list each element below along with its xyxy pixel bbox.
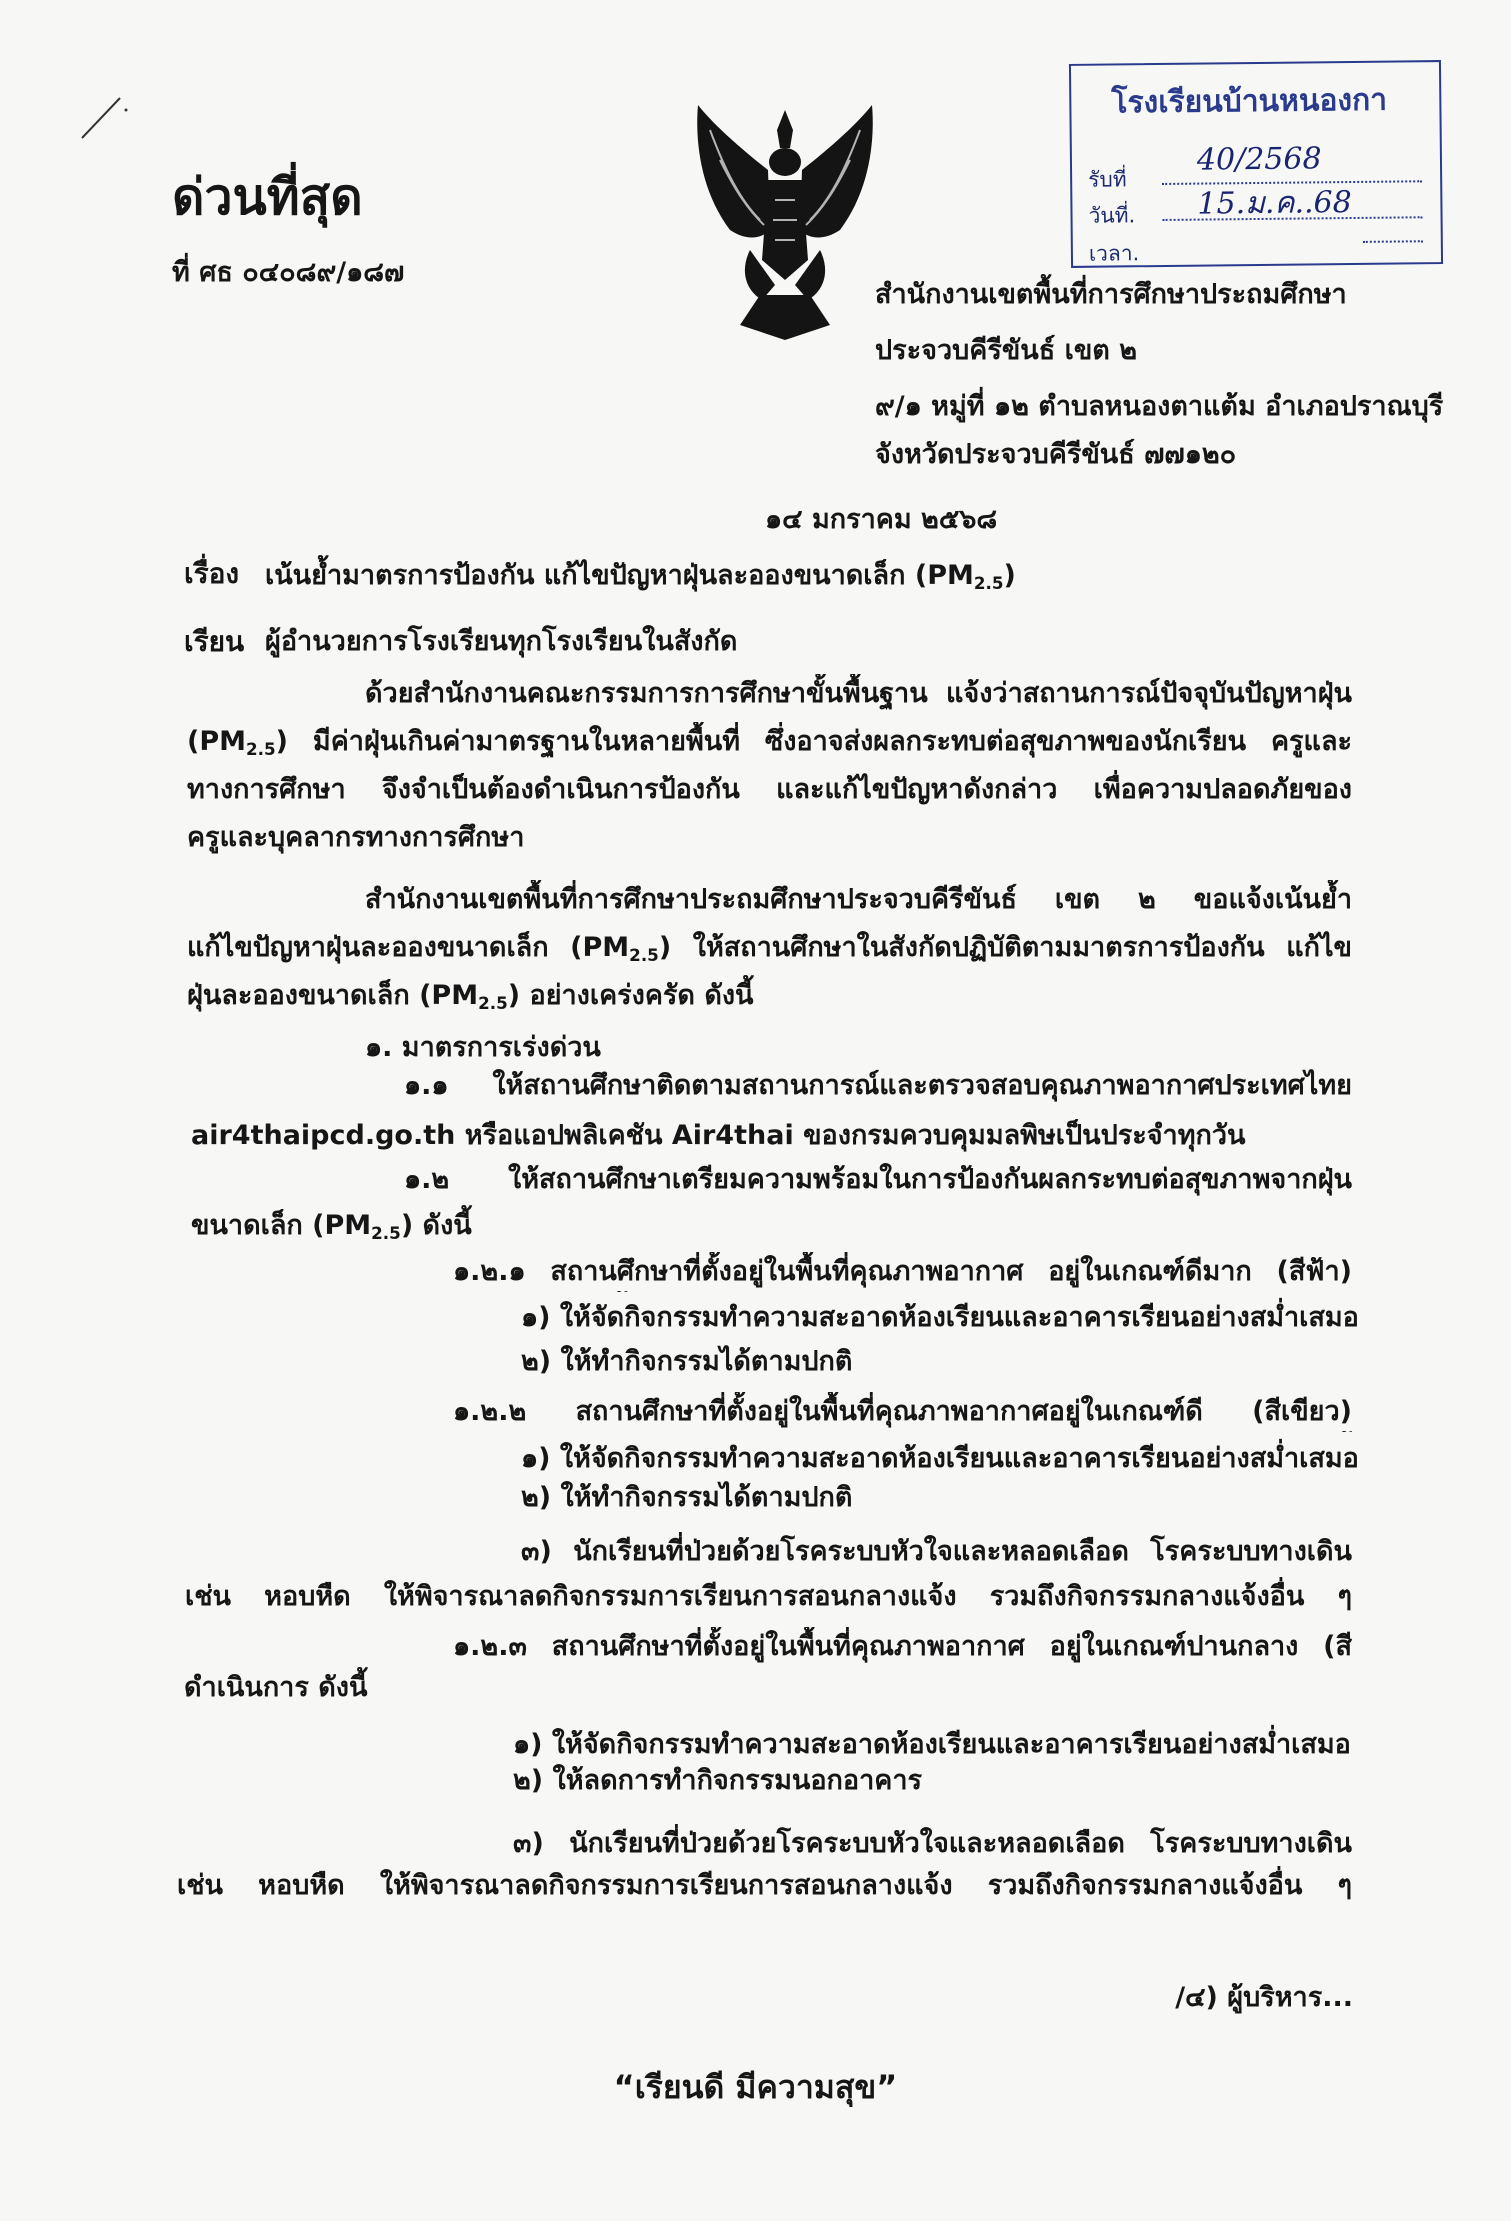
recipient-label: เรียน	[184, 625, 245, 658]
body-line: ขนาดเล็ก $(PM_{2.5})$ ดังนี้	[191, 1210, 472, 1244]
stamp-time-label: เวลา.	[1088, 241, 1140, 266]
body-line: ๑.๒.๑ สถานศึกษาที่ตั้งอยู่ในพื้นที่คุณภาพอากาศ อยู่ในเกณฑ์ดีมาก (สีฟ้า)	[453, 1256, 1352, 1287]
stamp-date-label: วันที่.	[1088, 203, 1136, 228]
recipient-text: ผู้อำนวยการโรงเรียนทุกโรงเรียนในสังกัด	[265, 626, 738, 657]
body-line: ๒) ให้ทำกิจกรรมได้ตามปกติ	[521, 1346, 853, 1377]
body-line: ๑) ให้จัดกิจกรรมทำความสะอาดห้องเรียนและอาคารเรียนอย่างสม่ำเสมอ	[513, 1729, 1351, 1760]
body-line: ๑) ให้จัดกิจกรรมทำความสะอาดห้องเรียนและอาคารเรียนอย่างสม่ำเสมอ	[521, 1302, 1359, 1333]
body-line: ครูและบุคลากรทางการศึกษา	[187, 822, 525, 853]
office-line: สำนักงานเขตพื้นที่การศึกษาประถมศึกษา	[875, 279, 1347, 310]
body-line: ๒) ให้ลดการทำกิจกรรมนอกอาคาร	[513, 1765, 923, 1796]
urgency-label: ด่วนที่สุด	[172, 168, 363, 226]
office-line: จังหวัดประจวบคีรีขันธ์ ๗๗๑๒๐	[875, 439, 1237, 470]
body-line: air4thaipcd.go.th หรือแอปพลิเคชัน Air4thai ของกรมควบคุมมลพิษเป็นประจำทุกวัน	[191, 1120, 1246, 1151]
pen-mark-icon	[80, 92, 130, 142]
body-line: ๓) นักเรียนที่ป่วยด้วยโรคระบบหัวใจและหลอดเลือด โรคระบบทางเดิน	[521, 1536, 1352, 1567]
body-line: ๓) นักเรียนที่ป่วยด้วยโรคระบบหัวใจและหลอดเลือด โรคระบบทางเดิน	[513, 1828, 1352, 1859]
stamp-school-name: โรงเรียนบ้านหนองกา	[1111, 82, 1388, 121]
body-line: ๑.๒.๒ สถานศึกษาที่ตั้งอยู่ในพื้นที่คุณภาพอากาศอยู่ในเกณฑ์ดี (สีเขียว)	[453, 1396, 1352, 1427]
stamp-received-value: 40/2568	[1196, 141, 1322, 178]
body-line: ฝุ่นละอองขนาดเล็ก $(PM_{2.5})$ อย่างเคร่งครัด ดังนี้	[187, 980, 754, 1014]
body-line: แก้ไขปัญหาฝุ่นละอองขนาดเล็ก $(PM_{2.5})$ ให้สถานศึกษาในสังกัดปฏิบัติตามมาตรการป้องกัน แก้ไข	[187, 932, 1352, 966]
office-line: ๙/๑ หมู่ที่ ๑๒ ตำบลหนองตาแต้ม อำเภอปราณบุรี	[875, 391, 1444, 422]
body-line: สำนักงานเขตพื้นที่การศึกษาประถมศึกษาประจวบคีรีขันธ์ เขต ๒ ขอแจ้งเน้นย้ำ	[365, 884, 1352, 915]
received-stamp	[1069, 60, 1443, 268]
body-line: ๑. มาตรการเร่งด่วน	[365, 1032, 601, 1063]
body-line: เช่น หอบหืด ให้พิจารณาลดกิจกรรมการเรียนการสอนกลางแจ้ง รวมถึงกิจกรรมกลางแจ้งอื่น ๆ	[177, 1870, 1352, 1901]
document-date: ๑๔ มกราคม ๒๕๖๘	[765, 504, 998, 535]
body-line: เช่น หอบหืด ให้พิจารณาลดกิจกรรมการเรียนการสอนกลางแจ้ง รวมถึงกิจกรรมกลางแจ้งอื่น ๆ	[185, 1581, 1352, 1612]
body-line: ๑) ให้จัดกิจกรรมทำความสะอาดห้องเรียนและอาคารเรียนอย่างสม่ำเสมอ	[521, 1443, 1359, 1474]
body-line: $(PM_{2.5})$ มีค่าฝุ่นเกินค่ามาตรฐานในหลายพื้นที่ ซึ่งอาจส่งผลกระทบต่อสุขภาพของนักเรียน ครูและ	[187, 726, 1352, 760]
document-number: ที่ ศธ ๐๔๐๘๙/๑๘๗	[172, 257, 405, 288]
body-line: ๑.๑ ให้สถานศึกษาติดตามสถานการณ์และตรวจสอบคุณภาพอากาศประเทศไทย	[404, 1070, 1352, 1101]
continuation-note: /๔) ผู้บริหาร...	[1175, 1982, 1353, 2013]
body-line: ๑.๒.๓ สถานศึกษาที่ตั้งอยู่ในพื้นที่คุณภาพอากาศ อยู่ในเกณฑ์ปานกลาง (สี	[453, 1631, 1352, 1662]
subject-label: เรื่อง	[184, 557, 240, 590]
office-line: ประจวบคีรีขันธ์ เขต ๒	[875, 335, 1138, 366]
stamp-received-label: รับที่	[1088, 167, 1127, 192]
stamp-date-value: 15.ม.ค..68	[1197, 185, 1352, 222]
body-line: ทางการศึกษา จึงจำเป็นต้องดำเนินการป้องกัน และแก้ไขปัญหาดังกล่าว เพื่อความปลอดภัยของ	[187, 774, 1352, 805]
body-line: ๒) ให้ทำกิจกรรมได้ตามปกติ	[521, 1482, 853, 1513]
garuda-emblem-icon	[690, 100, 880, 345]
body-line: ๑.๒ ให้สถานศึกษาเตรียมความพร้อมในการป้องกันผลกระทบต่อสุขภาพจากฝุ่น	[404, 1164, 1352, 1195]
office-motto: “เรียนดี มีความสุข”	[613, 2068, 898, 2106]
subject-text: เน้นย้ำมาตรการป้องกัน แก้ไขปัญหาฝุ่นละอองขนาดเล็ก $(PM_{2.5})$	[265, 560, 1016, 594]
body-line: ด้วยสำนักงานคณะกรรมการการศึกษาขั้นพื้นฐาน แจ้งว่าสถานการณ์ปัจจุบันปัญหาฝุ่น	[365, 678, 1352, 709]
body-line: ดำเนินการ ดังนี้	[184, 1672, 368, 1703]
